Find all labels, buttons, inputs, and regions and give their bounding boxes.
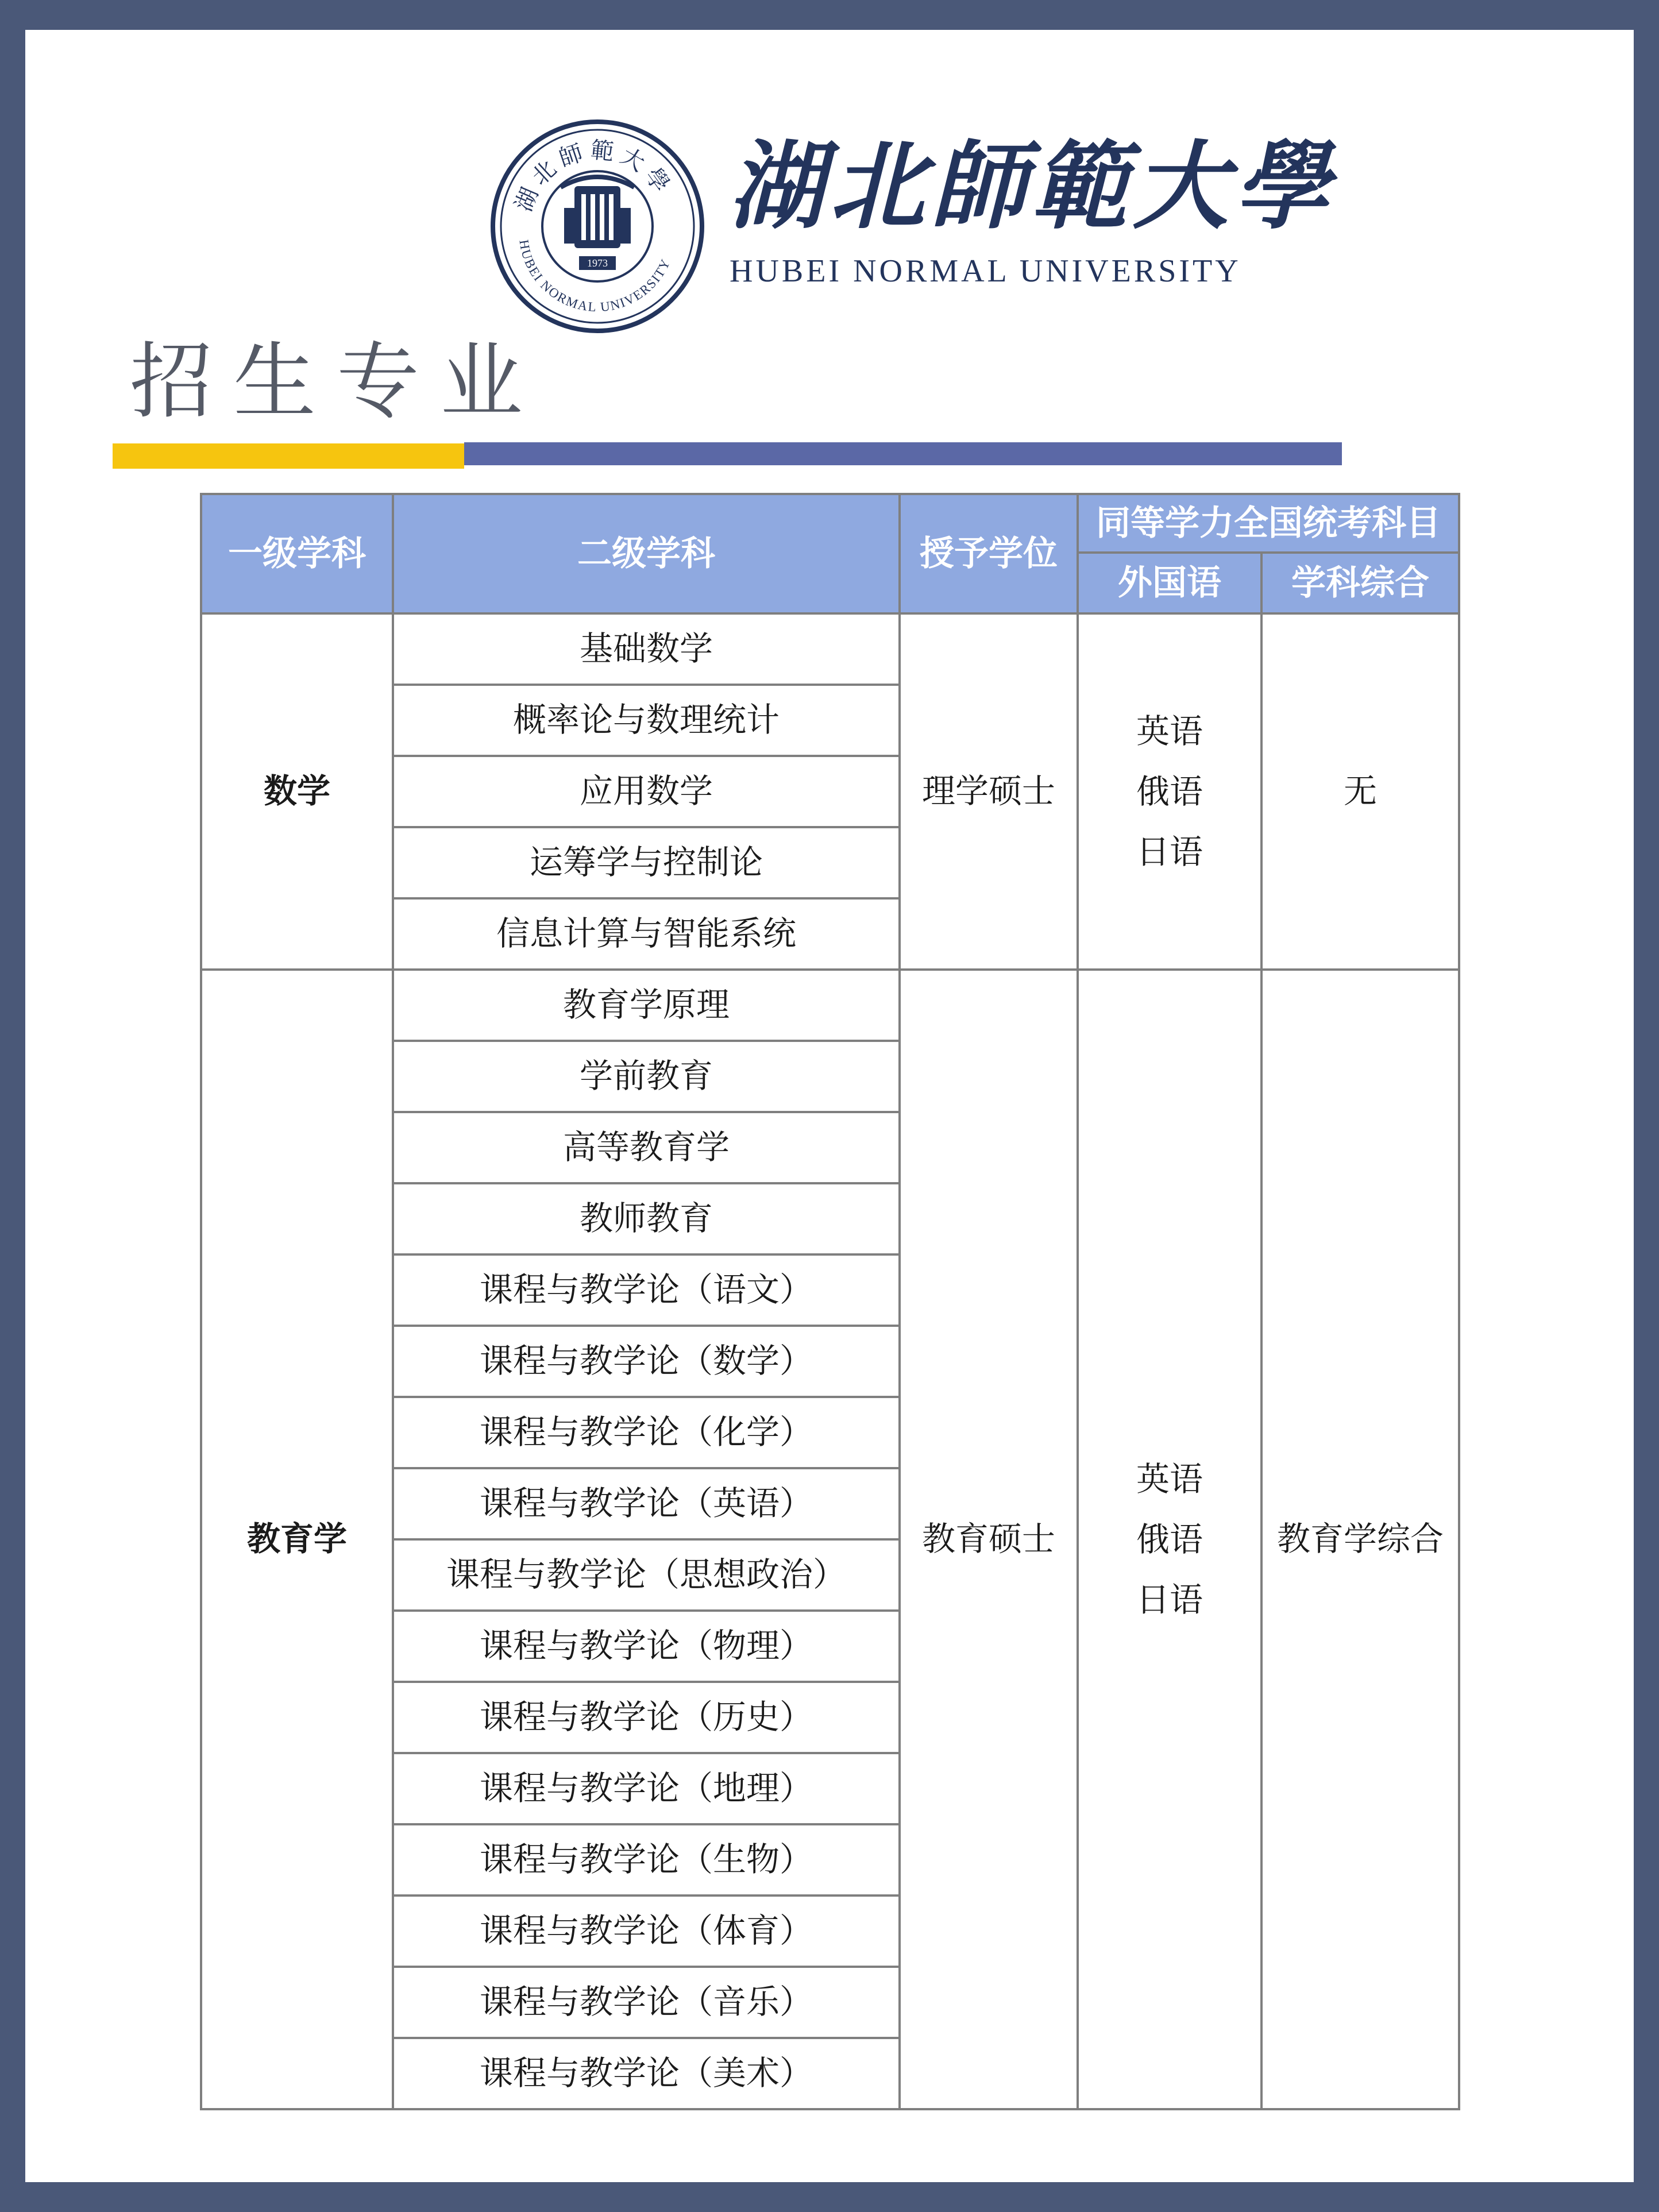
language-item: 日语	[1136, 1580, 1203, 1619]
degree-cell: 教育硕士	[900, 970, 1078, 2109]
language-item: 英语	[1136, 1459, 1203, 1499]
second-level-cell: 教育学原理	[393, 970, 900, 1041]
second-level-cell: 课程与教学论（语文）	[393, 1254, 900, 1326]
title-underline-yellow	[113, 443, 464, 469]
second-level-cell: 信息计算与智能系统	[393, 898, 900, 970]
second-level-cell: 课程与教学论（英语）	[393, 1468, 900, 1539]
table-row	[201, 970, 1459, 1041]
comprehensive-cell: 无	[1261, 613, 1459, 970]
comprehensive-cell: 教育学综合	[1261, 970, 1459, 2109]
header-foreign-language: 外国语	[1078, 553, 1261, 613]
second-level-cell: 教师教育	[393, 1183, 900, 1254]
header-first-level: 一级学科	[201, 494, 393, 613]
foreign-language-cell	[1078, 613, 1261, 970]
first-level-cell: 教育学	[201, 970, 393, 2109]
poster-page	[25, 30, 1634, 2182]
second-level-cell: 高等教育学	[393, 1112, 900, 1183]
foreign-language-cell	[1078, 970, 1261, 2109]
header-exam-group: 同等学力全国统考科目	[1078, 494, 1459, 553]
section-title: 招生专业	[130, 333, 544, 430]
header-second-level: 二级学科	[393, 494, 900, 613]
title-underline-blue	[464, 442, 1342, 465]
table-row	[201, 613, 1459, 685]
language-item: 俄语	[1136, 771, 1203, 811]
language-item: 日语	[1136, 832, 1203, 871]
svg-text:湖北師範大學: 湖北師範大學	[510, 137, 678, 215]
second-level-cell: 概率论与数理统计	[393, 685, 900, 756]
second-level-cell: 课程与教学论（历史）	[393, 1682, 900, 1753]
second-level-cell: 课程与教学论（美术）	[393, 2038, 900, 2109]
second-level-cell: 课程与教学论（思想政治）	[393, 1539, 900, 1611]
second-level-cell: 课程与教学论（生物）	[393, 1824, 900, 1896]
header-degree: 授予学位	[900, 494, 1078, 613]
second-level-cell: 学前教育	[393, 1041, 900, 1112]
second-level-cell: 课程与教学论（音乐）	[393, 1967, 900, 2038]
svg-text:HUBEI NORMAL UNIVERSITY: HUBEI NORMAL UNIVERSITY	[516, 238, 673, 315]
majors-table	[200, 493, 1460, 2110]
svg-text:1973: 1973	[587, 257, 608, 269]
second-level-cell: 课程与教学论（数学）	[393, 1326, 900, 1397]
university-name-en: HUBEI NORMAL UNIVERSITY	[730, 253, 1241, 289]
header-subject-comprehensive: 学科综合	[1261, 553, 1459, 613]
second-level-cell: 基础数学	[393, 613, 900, 685]
second-level-cell: 应用数学	[393, 756, 900, 827]
second-level-cell: 运筹学与控制论	[393, 827, 900, 898]
first-level-cell: 数学	[201, 613, 393, 970]
second-level-cell: 课程与教学论（地理）	[393, 1753, 900, 1824]
university-name-cn: 湖北師範大學	[728, 130, 1335, 242]
university-seal-logo	[489, 118, 705, 334]
second-level-cell: 课程与教学论（化学）	[393, 1397, 900, 1468]
language-item: 英语	[1136, 711, 1203, 751]
second-level-cell: 课程与教学论（体育）	[393, 1896, 900, 1967]
second-level-cell: 课程与教学论（物理）	[393, 1611, 900, 1682]
degree-cell: 理学硕士	[900, 613, 1078, 970]
language-item: 俄语	[1136, 1519, 1203, 1559]
